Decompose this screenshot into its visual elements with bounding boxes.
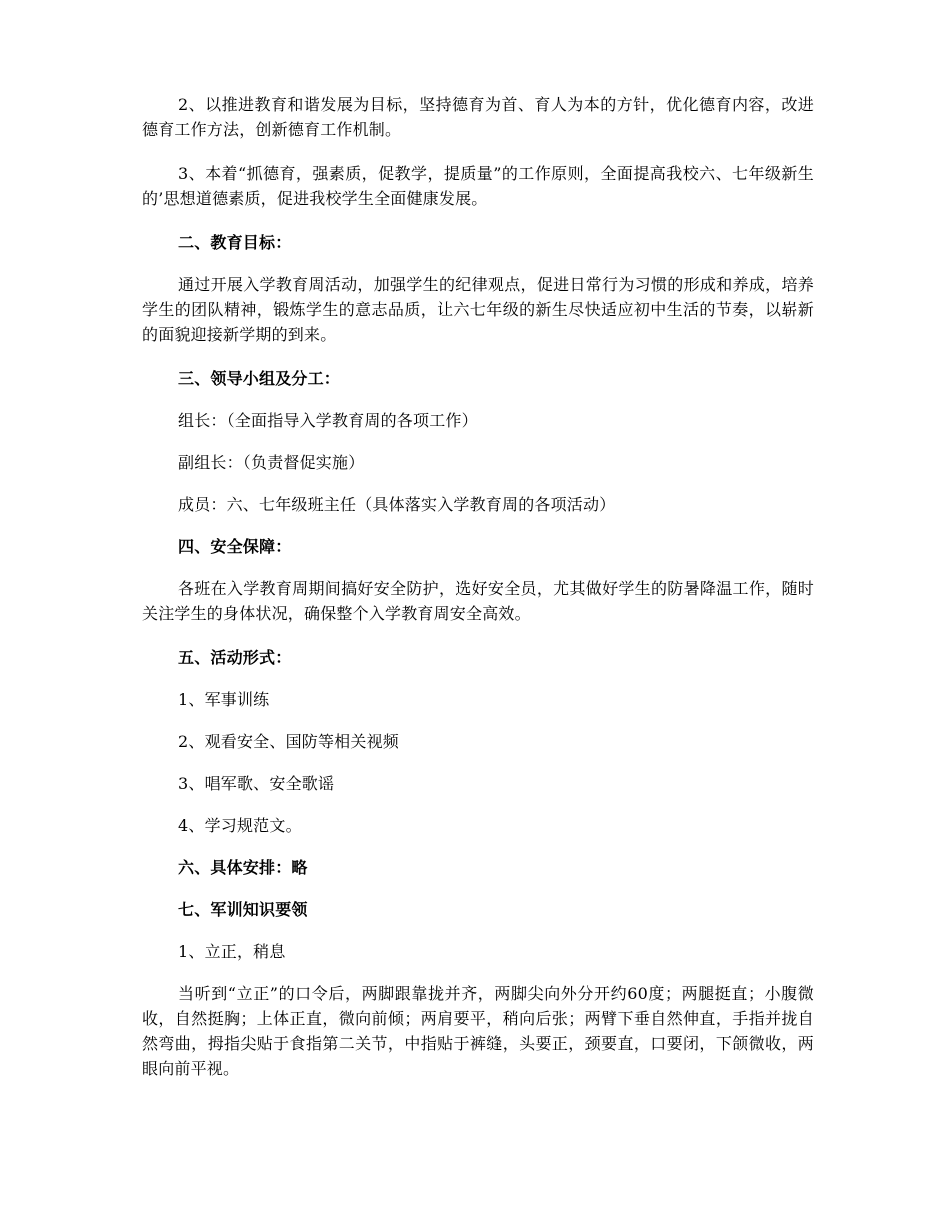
heading-activity-forms: 五、活动形式： <box>178 648 292 667</box>
heading-schedule: 六、具体安排：略 <box>178 858 308 877</box>
paragraph-deputy-leader: 副组长：（负责督促实施） <box>178 453 365 472</box>
document-page <box>142 92 814 1100</box>
paragraph-safety: 各班在入学教育周期间搞好安全防护，选好安全员，尤其做好学生的防暑降温工作，随时关注学生的身体状况，确保整个入学教育周安全高效。 <box>142 579 814 623</box>
paragraph-goal-2: 2、以推进教育和谐发展为目标，坚持德育为首、育人为本的方针，优化德育内容，改进德育工作方法，创新德育工作机制。 <box>142 95 814 139</box>
list-item-sing-songs: 3、唱军歌、安全歌谣 <box>178 774 335 793</box>
list-item-study-rules: 4、学习规范文。 <box>178 816 302 835</box>
paragraph-attention-instructions: 当听到“立正”的口令后，两脚跟靠拢并齐，两脚尖向外分开约60度；两腿挺直；小腹微收，自然挺胸；上体正直，微向前倾；两肩要平，稍向后张；两臂下垂自然伸直，手指并拢自然弯曲，拇指尖贴于食指第二关节，中指贴于裤缝，头要正，颈要直，口要闭，下颌微收，两眼向前平视。 <box>142 984 814 1078</box>
subheading-attention-rest: 1、立正，稍息 <box>178 942 286 961</box>
list-item-military-training: 1、军事训练 <box>178 690 270 709</box>
paragraph-goal-3: 3、本着“抓德育，强素质，促教学，提质量”的工作原则，全面提高我校六、七年级新生的’思想道德素质，促进我校学生全面健康发展。 <box>142 164 814 208</box>
list-item-watch-videos: 2、观看安全、国防等相关视频 <box>178 732 399 751</box>
heading-safety: 四、安全保障： <box>178 537 292 556</box>
heading-training-essentials: 七、军训知识要领 <box>178 900 308 919</box>
heading-education-goals: 二、教育目标： <box>178 233 292 252</box>
paragraph-group-leader: 组长：（全面指导入学教育周的各项工作） <box>178 411 478 430</box>
heading-leadership-group: 三、领导小组及分工： <box>178 369 341 388</box>
paragraph-members: 成员：六、七年级班主任（具体落实入学教育周的各项活动） <box>178 495 616 514</box>
paragraph-education-goals: 通过开展入学教育周活动，加强学生的纪律观点，促进日常行为习惯的形成和养成，培养学生的团队精神，锻炼学生的意志品质，让六七年级的新生尽快适应初中生活的节奏，以崭新的面貌迎接新学期的到来。 <box>142 275 814 344</box>
